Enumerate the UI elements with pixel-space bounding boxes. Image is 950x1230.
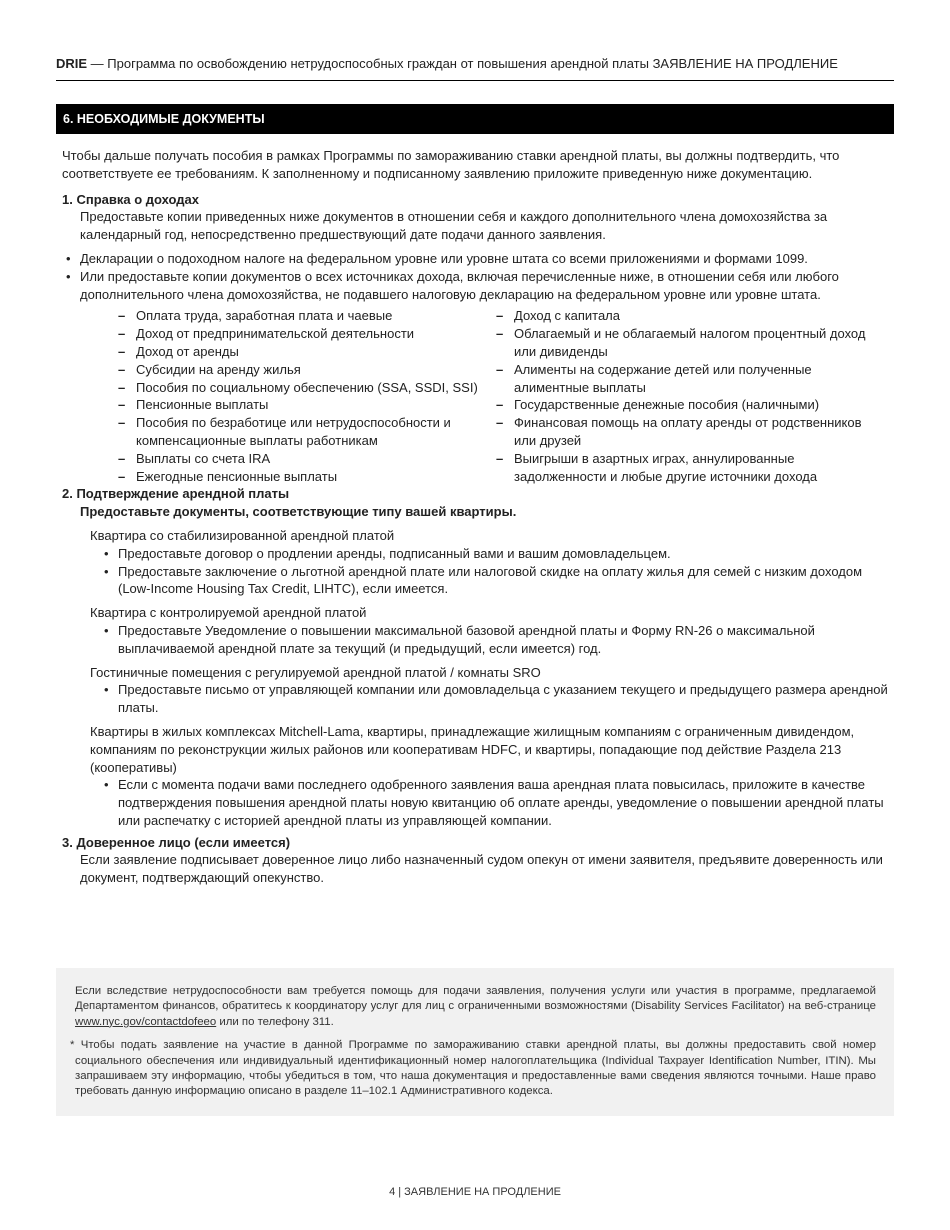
rent-hotel-title: Гостиничные помещения с регулируемой арендной платой / комнаты SRO [90, 664, 541, 680]
rent-hotel-block [62, 664, 890, 717]
disability-notice [75, 984, 876, 1030]
list-item: – Выплаты со счета IRA [118, 450, 496, 468]
list-item: – Алименты на содержание детей или полученные алиментные выплаты [496, 361, 886, 397]
list-item: • Если с момента подачи вами последнего одобренного заявления ваша арендная плата повысилась, приложите в качестве подтверждения повышения арендной платы новую квитанцию об оплате аренды, уведомление о повышении арендной платы или распечатку с историей арендной платы из управляющей компании. [100, 776, 890, 829]
list-item: – Доход от аренды [118, 343, 496, 361]
list-item: • Декларации о подоходном налоге на федеральном уровне или уровне штата со всеми приложениями и формами 1099. [62, 250, 890, 268]
list-item: – Пособия по безработице или нетрудоспособности и компенсационные выплаты работникам [118, 414, 496, 450]
list-item: – Финансовая помощь на оплату аренды от родственников или друзей [496, 414, 886, 450]
page-footer: 4 | ЗАЯВЛЕНИЕ НА ПРОДЛЕНИЕ [389, 1186, 561, 1198]
list-item: – Ежегодные пенсионные выплаты [118, 468, 496, 486]
income-sources-left [118, 307, 496, 485]
rent-controlled-block [62, 604, 890, 657]
intro-paragraph: Чтобы дальше получать пособия в рамках Программы по замораживанию ставки арендной платы, вы должны подтвердить, что соответствуете ее требованиям. К заполненному и подписанному заявлению приложите приведенную ниже документацию. [62, 148, 840, 181]
rent-stabilized-block [62, 527, 890, 598]
contact-link[interactable]: www.nyc.gov/contactdofeeo [75, 1015, 217, 1028]
notice-text-after-link: или по телефону 311. [216, 1015, 334, 1028]
rent-heading: 2. Подтверждение арендной платы [62, 486, 290, 502]
list-item: • Предоставьте договор о продлении аренды, подписанный вами и вашим домовладельцем. [100, 545, 890, 563]
poa-text: Если заявление подписывает доверенное лицо либо назначенный судом опекун от имени заявителя, предъявите доверенность или документ, подтверждающий опекунство. [80, 852, 883, 886]
rent-stabilized-title: Квартира со стабилизированной арендной платой [90, 527, 395, 543]
list-item: – Облагаемый и не облагаемый налогом процентный доход или дивиденды [496, 325, 886, 361]
page-header [56, 56, 894, 71]
list-item: • Или предоставьте копии документов о всех источниках дохода, включая перечисленные ниже, в отношении себя или любого дополнительного члена домохозяйства, не подавшего налоговую декларацию на федеральном уровне или уровне штата. [62, 268, 890, 304]
rent-mitchell-block [62, 723, 890, 830]
list-item: – Субсидии на аренду жилья [118, 361, 496, 379]
list-item: – Доход от предпринимательской деятельности [118, 325, 496, 343]
section-title-bar: 6. НЕОБХОДИМЫЕ ДОКУМЕНТЫ [56, 104, 894, 134]
header-brand: DRIE [56, 56, 88, 71]
section-content [62, 147, 890, 893]
disability-notice-box [56, 968, 894, 1116]
list-item: – Выигрыши в азартных играх, аннулированные задолженности и любые другие источники дохода [496, 450, 886, 486]
ssn-footnote: * Чтобы подать заявление на участие в данной Программе по замораживанию ставки арендной платы, вы должны предоставить свой номер социального обеспечения или индивидуальный идентификационный номер налогоплательщика (Individual Taxpayer Identification Number, ITIN). Мы запрашиваем эту информацию, чтобы убедиться в том, что наша документация и предоставленные вами сведения являются точными. Наше право требовать данную информацию описано в разделе 11–102.1 Административного кодекса. [70, 1039, 876, 1098]
poa-heading: 3. Доверенное лицо (если имеется) [62, 834, 291, 850]
list-item: – Государственные денежные пособия (наличными) [496, 396, 886, 414]
income-sources-columns [62, 307, 890, 485]
income-bullet-list [62, 250, 890, 303]
income-heading: 1. Справка о доходах [62, 191, 200, 207]
list-item: – Оплата труда, заработная плата и чаевые [118, 307, 496, 325]
list-item: • Предоставьте заключение о льготной арендной плате или налоговой скидке на оплату жилья для семей с низким доходом (Low-Income Housing Tax Credit, LIHTC), если имеется. [100, 563, 890, 599]
list-item: • Предоставьте письмо от управляющей компании или домовладельца с указанием текущего и предыдущего размера арендной платы. [100, 681, 890, 717]
rent-mitchell-title: Квартиры в жилых комплексах Mitchell-Lama, квартиры, принадлежащие жилищным компаниям с ограниченным дивидендом, компаниям по реконструкции жилых районов или кооперативам HDFC, и квартиры, попадающие под действие Раздела 213 (кооперативы) [90, 723, 855, 775]
rent-controlled-title: Квартира с контролируемой арендной платой [90, 605, 367, 621]
income-sources-right [496, 307, 886, 485]
list-item: – Доход с капитала [496, 307, 886, 325]
list-item: • Предоставьте Уведомление о повышении максимальной базовой арендной платы и Форму RN-26 о максимальной выплачиваемой арендной плате за текущий (и предыдущий, если имеется) год. [100, 622, 890, 658]
list-item: – Пенсионные выплаты [118, 396, 496, 414]
notice-text-before-link: Если вследствие нетрудоспособности вам требуется помощь для подачи заявления, получения услуги или участия в программе, предлагаемой Департаментом финансов, обратитесь к координатору услуг для лиц с ограниченными возможностями (Disability Services Facilitator) на веб-странице [75, 985, 876, 1013]
header-text: — Программа по освобождению нетрудоспособных граждан от повышения арендной платы ЗАЯВЛЕНИЕ НА ПРОДЛЕНИЕ [87, 56, 838, 71]
rent-subheading: Предоставьте документы, соответствующие типу вашей квартиры. [80, 504, 517, 520]
income-text: Предоставьте копии приведенных ниже документов в отношении себя и каждого дополнительного члена домохозяйства за календарный год, непосредственно предшествующий дате подачи данного заявления. [80, 209, 828, 243]
list-item: – Пособия по социальному обеспечению (SSA, SSDI, SSI) [118, 379, 496, 397]
header-divider [56, 80, 894, 81]
